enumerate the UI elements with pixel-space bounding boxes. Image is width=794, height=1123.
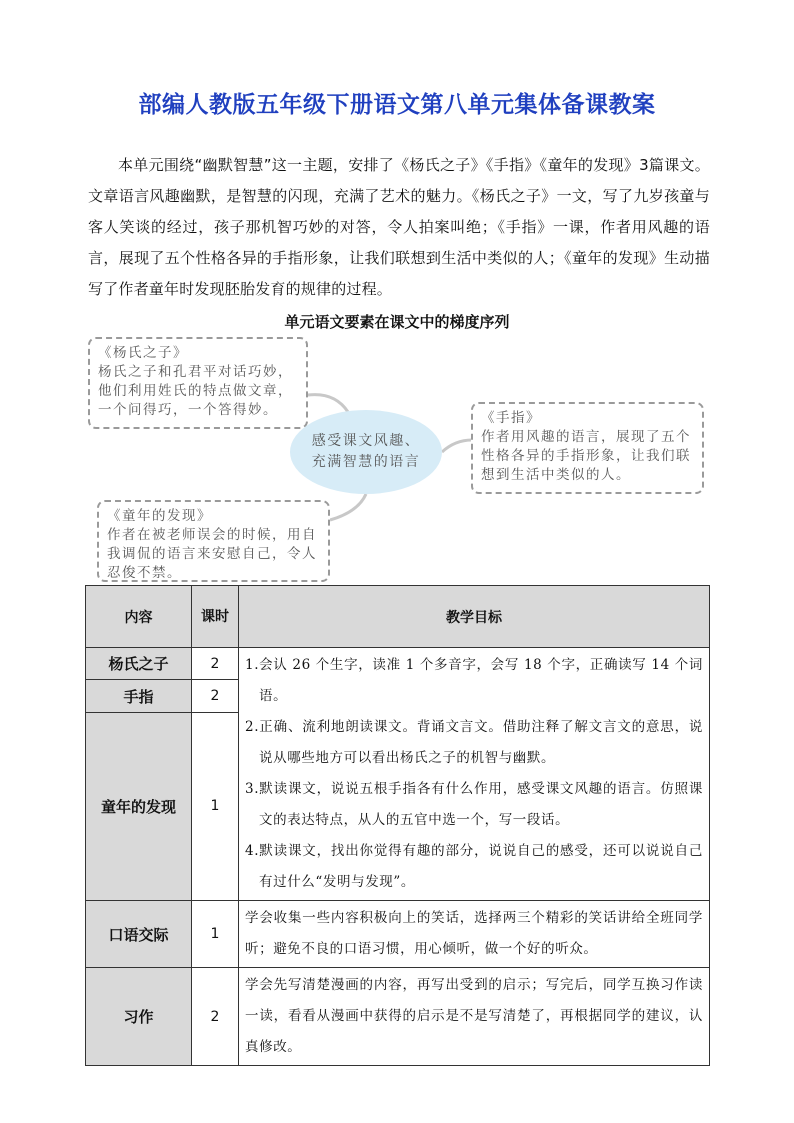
connector-line-1 xyxy=(308,395,348,412)
page-title: 部编人教版五年级下册语文第八单元集体备课教案 xyxy=(138,92,656,118)
connector-line-3 xyxy=(330,494,366,520)
row-hours: 2 xyxy=(192,968,239,1066)
mindmap-center-node xyxy=(290,410,442,494)
box-line: 作者在被老师误会的时候，用自 xyxy=(107,527,317,543)
oral-goal-cell xyxy=(239,901,710,968)
header-content: 内容 xyxy=(86,586,192,648)
oral-goal: 学会收集一些内容积极向上的笑话，选择两三个精彩的笑话讲给全班同学听；避免不良的口语习惯，用心倾听，做一个好的听众。 xyxy=(245,910,703,957)
box-line: 想到生活中类似的人。 xyxy=(481,467,631,483)
row-hours: 2 xyxy=(192,648,239,680)
box-line: 作者用风趣的语言，展现了五个 xyxy=(481,429,691,445)
center-line: 充满智慧的语言 xyxy=(311,454,421,470)
table-row xyxy=(86,968,710,1066)
row-content: 杨氏之子 xyxy=(86,648,192,680)
row-content: 童年的发现 xyxy=(86,712,192,900)
intro-paragraph: 本单元围绕“幽默智慧”这一主题，安排了《杨氏之子》《手指》《童年的发现》3篇课文。文章语言风趣幽默，是智慧的闪现，充满了艺术的魅力。《杨氏之子》一文，写了九岁孩童与客人笑谈的经过，孩子那机智巧妙的对答，令人拍案叫绝；《手指》一课，作者用风趣的语言，展现了五个性格各异的手指形象，让我们联想到生活中类似的人；《童年的发现》生动描写了作者童年时发现胚胎发育的规律的过程。 xyxy=(88,156,710,298)
box-line: 一个问得巧，一个答得妙。 xyxy=(98,402,278,418)
box-line: 杨氏之子和孔君平对话巧妙， xyxy=(98,364,293,380)
table-row xyxy=(86,901,710,968)
writing-goal: 学会先写清楚漫画的内容，再写出受到的启示；写完后，同学互换习作读一读，看看从漫画中获得的启示是不是写清楚了，再根据同学的建议，认真修改。 xyxy=(245,977,703,1055)
header-goals: 教学目标 xyxy=(239,586,710,648)
objective-item: 3.默读课文，说说五根手指各有什么作用，感受课文风趣的语言。仿照课文的表达特点，从人的五官中选一个，写一段话。 xyxy=(245,781,703,828)
teaching-plan-table xyxy=(85,585,710,1066)
objective-item: 4.默读课文，找出你觉得有趣的部分，说说自己的感受，还可以说说自己有过什么“发明与发现”。 xyxy=(245,843,703,890)
mindmap-box-tongnian xyxy=(97,500,330,582)
row-hours: 2 xyxy=(192,680,239,712)
table-row xyxy=(86,648,710,680)
connector-line-2 xyxy=(442,440,472,452)
writing-goal-cell xyxy=(239,968,710,1066)
row-content: 手指 xyxy=(86,680,192,712)
mindmap-subtitle: 单元语文要素在课文中的梯度序列 xyxy=(284,313,510,331)
header-hours: 课时 xyxy=(192,586,239,648)
box-title: 《童年的发现》 xyxy=(107,508,212,524)
mindmap-box-yangshizhizi xyxy=(88,337,308,429)
box-line: 我调侃的语言来安慰自己，令人 xyxy=(107,546,317,562)
objective-item: 2.正确、流利地朗读课文。背诵文言文。借助注释了解文言文的意思，说说从哪些地方可以看出杨氏之子的机智与幽默。 xyxy=(245,719,703,766)
box-title: 《杨氏之子》 xyxy=(98,345,188,361)
row-content: 习作 xyxy=(86,968,192,1066)
objective-item: 1.会认 26 个生字，读准 1 个多音字，会写 18 个字，正确读写 14 个词语。 xyxy=(245,657,703,704)
row-hours: 1 xyxy=(192,901,239,968)
objectives-cell xyxy=(239,648,710,901)
mindmap-box-shouzhi xyxy=(471,402,704,494)
table-header-row xyxy=(86,586,710,648)
center-line: 感受课文风趣、 xyxy=(311,433,421,449)
box-line: 他们利用姓氏的特点做文章， xyxy=(98,383,293,399)
row-hours: 1 xyxy=(192,712,239,900)
box-line: 性格各异的手指形象，让我们联 xyxy=(481,448,691,464)
box-line: 忍俊不禁。 xyxy=(107,565,182,581)
box-title: 《手指》 xyxy=(481,410,541,426)
row-content: 口语交际 xyxy=(86,901,192,968)
